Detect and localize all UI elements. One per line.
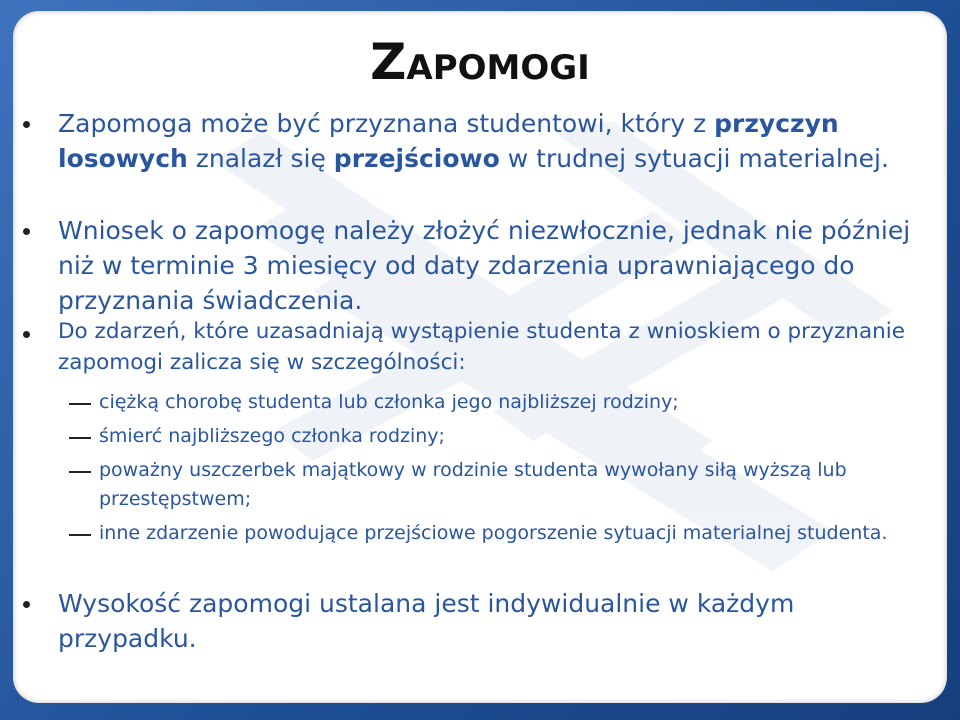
bullet-dot-icon	[23, 331, 30, 338]
bullet-text-3: Do zdarzeń, które uzasadniają wystąpienie studenta z wnioskiem o przyznanie zapomogi zalicza się w szczególności:	[58, 319, 905, 375]
sub-text-4: inne zdarzenie powodujące przejściowe pogorszenie sytuacji materialnej studenta.	[99, 522, 888, 544]
sub-text-3: poważny uszczerbek majątkowy w rodzinie studenta wywołany siłą wyższą lub przestępstwem;	[99, 459, 847, 510]
dash-icon	[69, 403, 91, 405]
page-title: ZAPOMOGI	[370, 33, 590, 91]
bullet-text-1: Zapomoga może być przyznana studentowi, który z przyczyn losowych znalazł się przejściowo w trudnej sytuacji materialnej.	[58, 109, 889, 173]
dash-icon	[69, 437, 91, 439]
bullet-dot-icon	[23, 228, 30, 235]
slide-canvas	[13, 11, 947, 703]
dash-icon	[69, 471, 91, 473]
dash-icon	[69, 534, 91, 536]
sub-text-1: ciężką chorobę studenta lub członka jego najbliższej rodziny;	[99, 391, 679, 413]
bullet-text-4: Wysokość zapomogi ustalana jest indywidualnie w każdym przypadku.	[58, 589, 795, 653]
bullet-dot-icon	[23, 601, 30, 608]
bullet-dot-icon	[23, 121, 30, 128]
sub-text-2: śmierć najbliższego członka rodziny;	[99, 425, 445, 447]
bullet-text-2: Wniosek o zapomogę należy złożyć niezwłocznie, jednak nie później niż w terminie 3 miesięcy od daty zdarzenia uprawniającego do przyznania świadczenia.	[58, 216, 911, 315]
